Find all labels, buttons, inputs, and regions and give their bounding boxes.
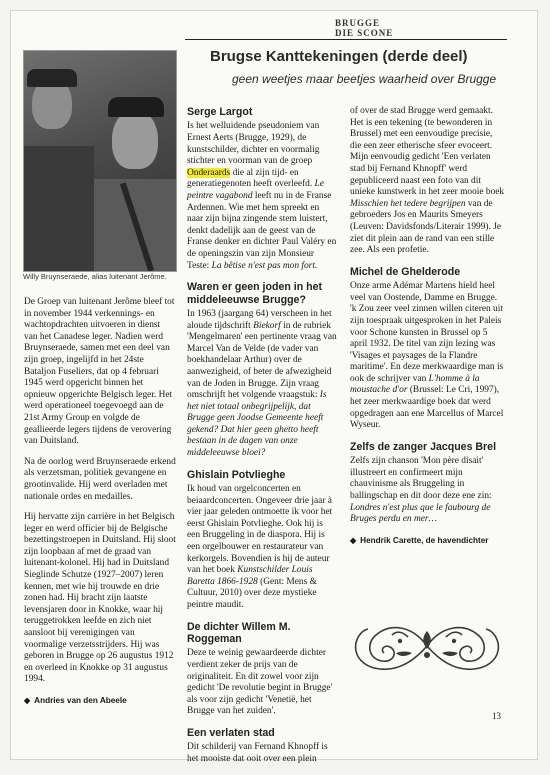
running-header-top: BRUGGE xyxy=(335,18,381,28)
page-number: 13 xyxy=(492,711,501,721)
paragraph: Deze te weinig gewaardeerde dichter verdient zeker de prijs van de originaliteit. En dit zowel voor zijn gedicht 'De revolutie begint in Brugge' als voor zijn gedicht 'Venetië, het Brugge van het zuiden'. xyxy=(187,648,333,717)
paragraph: Onze arme Adémar Martens hield heel veel van Oostende, Damme en Brugge. 'k Zou zeer veel zinnen willen citeren uit zijn toespraak uitgesproken in het Paleis voor Schone kunsten in Brussel op 5 april 1932. De titel van zijn lezing was 'Visages et paysages de la Flandre maritime'. En deze merkwaardige man is ook de schrijver van L'homme à la moustache d'or (Brussel: Le Cri, 1997), het zeer merkwaardige boek dat werd opgedragen aan ene Marcellus of Marcel Wyseur. xyxy=(350,281,504,431)
section-heading: Zelfs de zanger Jacques Brel xyxy=(350,440,497,453)
diamond-icon: ◆ xyxy=(24,696,31,705)
soldiers-photo xyxy=(23,50,177,272)
paragraph: De Groep van luitenant Jerôme bleef tot in november 1944 verkennings- en wachtopdrachten uitvoeren in dienst van het Canadese leger. Nadien werd Bruynseraede, samen met een deel van zijn groep, ingelijfd in het 24ste Bataljon Fuseliers, dat op 4 februari 1945 werd opgericht binnen het opnieuw opgerichte Belgisch leger. Het werd operationeel toegevoegd aan de 21st Army Group en volgde de geallieerde legers tijdens de verovering van Duitsland. xyxy=(24,297,175,447)
column-left xyxy=(24,297,176,707)
paragraph: Dit schilderij van Fernand Khnopff is het mooiste dat ooit over een plein xyxy=(187,742,328,764)
author-signature xyxy=(350,535,505,547)
section-heading: Serge Largot xyxy=(187,106,253,118)
paragraph: In 1963 (jaargang 64) verscheen in het aloude tijdschrift Biekorf in de rubriek 'Mengelmaren' een pertinente vraag van Marcel Van de Velde (de vader van boekhandelaar Arthur) over de aanwezigheid, of beter de afwezigheid van de Joden in Brugge. Zijn vraag omschrijft het volgende vraagstuk: Is het niet totaal onbegrijpelijk, dat Brugge geen Joodse Gemeente heeft gekend? Dat hier geen ghetto heeft bestaan in de dagen van onze middeleeuwse bloei? xyxy=(187,308,337,459)
photo-caption: Willy Bruynseraede, alias luitenant Jerôme. xyxy=(23,272,167,281)
diamond-icon: ◆ xyxy=(350,535,357,545)
paragraph: of over de stad Brugge werd gemaakt. Het is een tekening (te bewonderen in Brussel) met een eenvoudige precisie, die een zeer etherische sfeer evoceert. Mijn eenvoudig gedicht 'Een verlaten stad bij Fernand Khnopff' werd gepubliceerd naast een foto van dit unieke kunstwerk in het zeer mooie boek Misschien het tedere begrijpen van de gebroeders Jos en Maurits Smeyers (Leuven: Davidsfonds/Literair 1999). Je ziet dit plein aan de rand van een stille zee. Als een profetie. xyxy=(350,106,505,256)
running-header-bottom: DIE SCONE xyxy=(335,28,394,38)
column-right xyxy=(350,106,505,546)
photo-head-right xyxy=(112,109,158,169)
paragraph: Is het welluidende pseudoniem van Ernest Aerts (Brugge, 1929), de kunstschilder, dichter en voormalig stichter en voorman van de groep Onderaards die al zijn tijd- en generatiegenoten heeft overleefd. Le peintre vagabond leeft nu in de Franse Ardennen. Wie met hem spreekt en naar zijn bijna zingende stem luistert, denkt dadelijk aan de geest van de Franse denker en dichter Paul Valéry en de openingszin van zijn Monsieur Teste: La bêtise n'est pas mon fort. xyxy=(187,121,337,271)
photo-beret-right xyxy=(108,97,164,117)
section-heading: Een verlaten stad xyxy=(187,726,275,739)
photo-cap-left xyxy=(27,69,77,87)
section-heading: Waren er geen joden in het middeleeuwse Brugge? xyxy=(187,281,322,306)
paragraph: Na de oorlog werd Bruynseraede erkend als verzetsman, politiek gevangene en grootinvalide. Hij werd overladen met nationale ordes en medailles. xyxy=(24,456,176,502)
paragraph: Hij hervatte zijn carrière in het Belgisch leger en werd officier bij de Belgische bezettingstroepen in Duitsland. Hij sloot zijn loopbaan af met de graad van luitenant-kolonel. Hij had in Duitsland Sieglinde Schutze (1927–2007) leren kennen, met wie hij trouwde en drie zonen had. Hij bracht zijn laatste levensjaren door in Knokke, waar hij teruggetrokken leefde en zich niet aansloot bij verenigingen van voormalige verzetsstrijders. Hij was geboren in Brugge op 26 augustus 1912 en overleed in Knokke op 31 augustus 1994. xyxy=(24,512,176,685)
column-middle xyxy=(187,106,337,775)
paragraph: Zelfs zijn chanson 'Mon père disait' illustreert en confirmeert mijn chauvinisme als Bruggeling in ballingschap en dit door deze ene zin: Londres n'est plus que le faubourg de Bruges perdu en mer… xyxy=(350,456,492,525)
section-heading: De dichter Willem M. Roggeman xyxy=(187,620,291,645)
header-rule xyxy=(185,39,507,40)
photo-figure-left xyxy=(24,146,94,272)
paragraph: Ik houd van orgelconcerten en beiaardconcerten. Ongeveer drie jaar à vier jaar geleden ontmoette ik voor het eerst Ghislain Potvlieghe. Ook hij is een Bruggeling in de diaspora. Hij is een orgelbouwer en restaurateur van kerkorgels. Bovendien is hij de auteur van het boek Kunstschilder Louis Baretta 1866-1928 (Gent: Mens & Cultuur, 2010) over deze mystieke peintre maudit. xyxy=(187,484,333,610)
highlighted-word: Onderaards xyxy=(187,167,231,178)
section-heading: Ghislain Potvlieghe xyxy=(187,468,286,481)
author-name: Hendrik Carette, de havendichter xyxy=(360,535,489,545)
article-subtitle: geen weetjes maar beetjes waarheid over Brugge xyxy=(232,72,497,86)
author-signature xyxy=(24,695,176,707)
article-title: Brugse Kanttekeningen (derde deel) xyxy=(210,48,468,65)
section-heading: Michel de Ghelderode xyxy=(350,265,461,278)
author-name: Andries van den Abeele xyxy=(34,696,127,705)
ornamental-flourish-icon xyxy=(352,617,502,675)
